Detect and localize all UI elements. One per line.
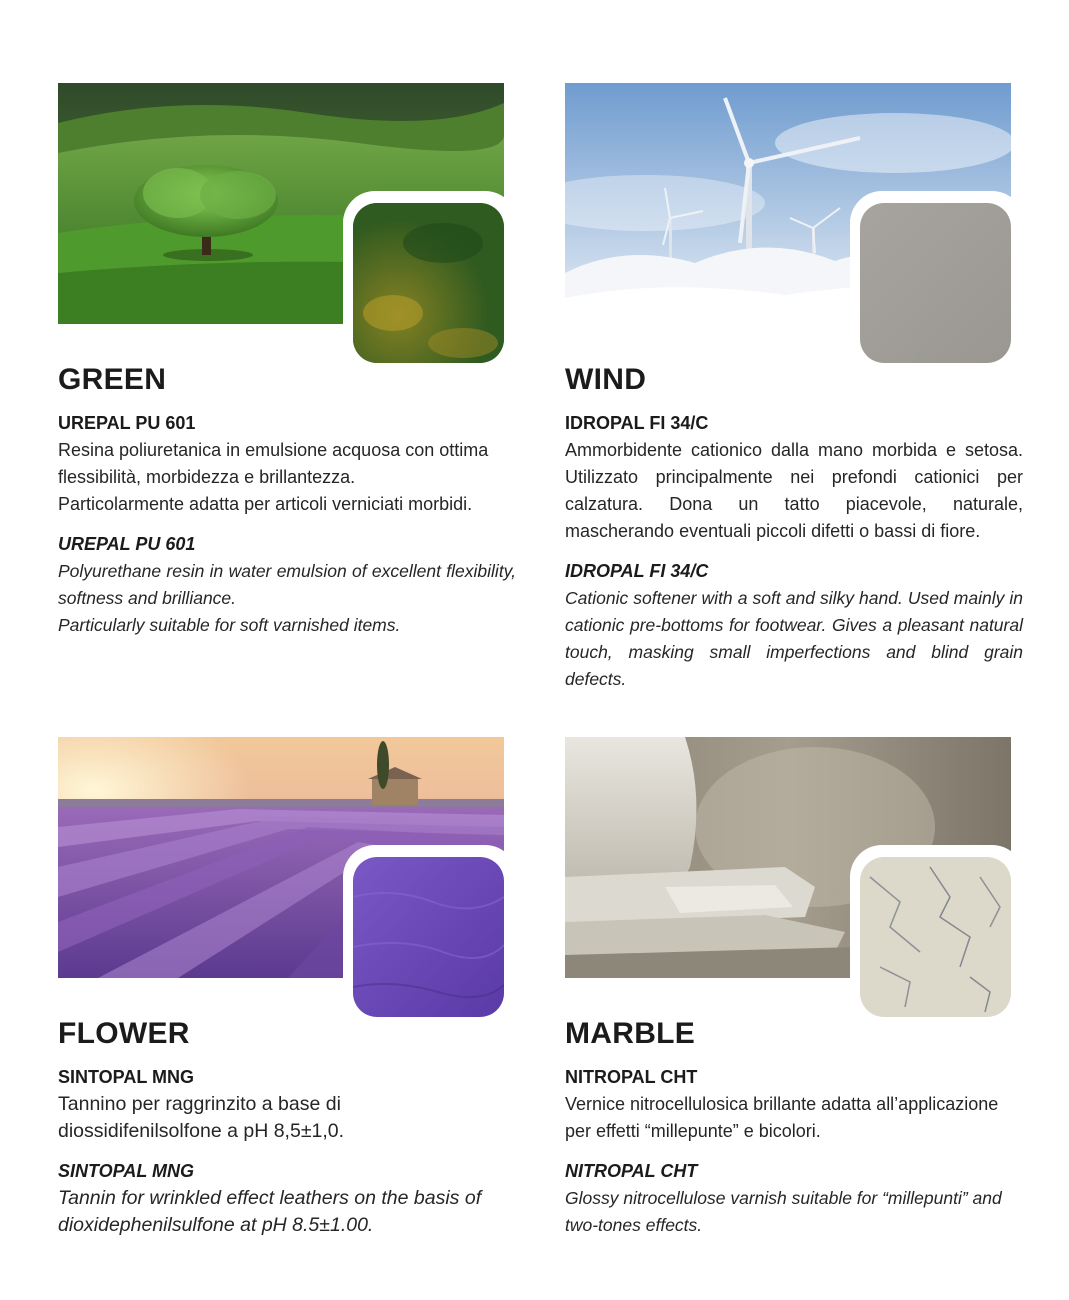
green-description-it-line: Resina poliuretanica in emulsione acquosa con ottima flessibilità, morbidezza e brillantezza.	[58, 440, 489, 487]
flower-description-en-line: Tannin for wrinkled effect leathers on the basis of	[58, 1187, 482, 1209]
marble-description-en	[565, 1185, 1023, 1239]
marble-hero	[565, 737, 1011, 978]
flower-description-en-line: dioxidephenilsulfone at pH 8.5±1.00.	[58, 1214, 374, 1236]
marble-description-en-line: two-tones effects.	[565, 1215, 703, 1235]
flower-product-name-it: SINTOPAL MNG	[58, 1067, 195, 1087]
marble-description-en-line: Glossy nitrocellulose varnish suitable for “millepunti” and	[565, 1188, 1002, 1208]
card-green	[58, 83, 516, 639]
green-description-it-line: Particolarmente adatta per articoli verniciati morbidi.	[58, 494, 473, 514]
wind-description-en-text: Cationic softener with a soft and silky hand. Used mainly in cationic pre-bottoms for footwear. Gives a pleasant natural touch, masking small imperfections and blind grain defects.	[565, 588, 1023, 689]
card-flower	[58, 737, 516, 1239]
wind-swatch-frame	[850, 191, 1024, 373]
wind-hero	[565, 83, 1011, 324]
green-description-en-line: Polyurethane resin in water emulsion of excellent flexibility, softness and brilliance.	[58, 561, 516, 608]
wind-description-it-text: Ammorbidente cationico dalla mano morbida e setosa. Utilizzato principalmente nei prefondi cationici per calzatura. Dona un tatto piacevole, naturale, mascherando eventuali piccoli difetti o bassi di fiore.	[565, 440, 1023, 541]
wind-leather-swatch	[860, 203, 1011, 363]
marble-swatch-frame	[850, 845, 1024, 1027]
card-wind	[565, 83, 1023, 693]
marble-leather-swatch	[860, 857, 1011, 1017]
flower-leather-swatch	[353, 857, 504, 1017]
green-leather-swatch	[353, 203, 504, 363]
marble-description-it-line: Vernice nitrocellulosica brillante adatta all’applicazione	[565, 1094, 999, 1114]
wind-product-name-en: IDROPAL FI 34/C	[565, 561, 709, 581]
wind-title: WIND	[565, 363, 647, 396]
green-description-it	[58, 437, 516, 518]
card-marble	[565, 737, 1023, 1239]
wind-description-en	[565, 585, 1023, 693]
green-product-name-en: UREPAL PU 601	[58, 534, 196, 554]
marble-title: MARBLE	[565, 1017, 696, 1050]
marble-product-name-it: NITROPAL CHT	[565, 1067, 698, 1087]
green-description-en-line: Particularly suitable for soft varnished items.	[58, 615, 401, 635]
wind-product-name-it: IDROPAL FI 34/C	[565, 413, 709, 433]
green-hero	[58, 83, 504, 324]
wind-description-it	[565, 437, 1023, 545]
marble-description-it-line: per effetti “millepunte” e bicolori.	[565, 1121, 821, 1141]
green-description-en	[58, 558, 516, 639]
flower-swatch-frame	[343, 845, 517, 1027]
flower-description-it	[58, 1091, 516, 1145]
marble-description-it	[565, 1091, 1023, 1145]
flower-description-it-line: diossidifenilsolfone a pH 8,5±1,0.	[58, 1120, 345, 1142]
flower-description-it-line: Tannino per raggrinzito a base di	[58, 1093, 341, 1115]
marble-product-name-en: NITROPAL CHT	[565, 1161, 698, 1181]
flower-hero	[58, 737, 504, 978]
green-product-name-it: UREPAL PU 601	[58, 413, 196, 433]
flower-product-name-en: SINTOPAL MNG	[58, 1161, 195, 1181]
green-swatch-frame	[343, 191, 517, 373]
flower-description-en	[58, 1185, 516, 1239]
flower-title: FLOWER	[58, 1017, 190, 1050]
green-title: GREEN	[58, 363, 167, 396]
